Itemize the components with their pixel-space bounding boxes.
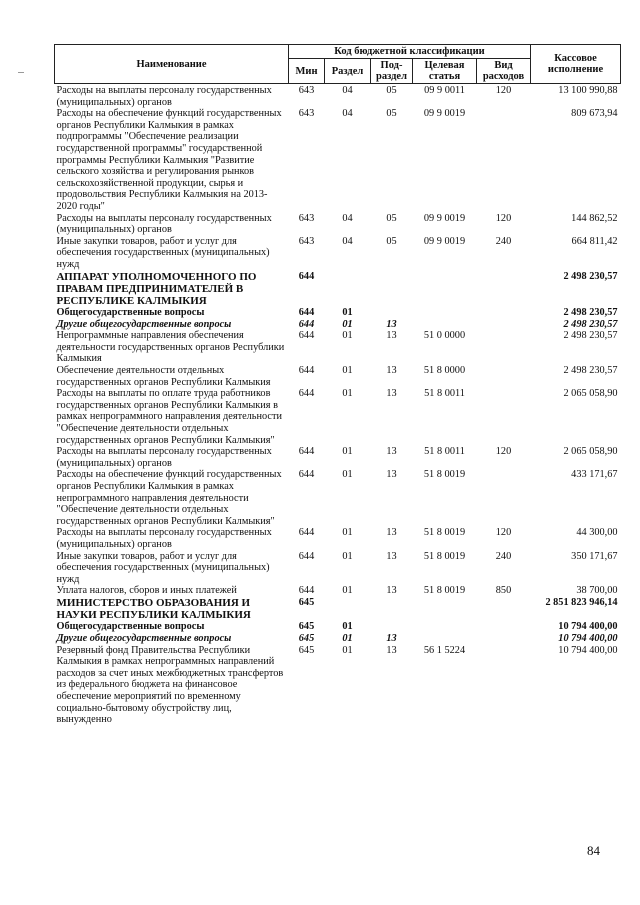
row-kind: 120 [495,85,512,96]
row-section: 01 [342,365,353,377]
row-kind: 240 [495,235,512,247]
row-kind [477,388,531,446]
row-kind [477,307,531,319]
header-cash-execution: Кассовое исполнение [531,45,621,84]
row-min: 644 [298,318,315,330]
row-min: 644 [298,365,315,377]
row-name: Расходы на выплаты персоналу государственных (муниципальных) органов [56,527,272,550]
row-name: Иные закупки товаров, работ и услуг для обеспечения государственных (муниципальных) нужд [56,550,270,585]
row-amount: 2 851 823 946,14 [545,596,618,608]
row-name: Другие общегосударственные вопросы [56,318,232,330]
row-kind: 120 [495,527,512,539]
row-min: 644 [298,585,315,597]
page-number: 84 [587,843,600,858]
row-kind [477,365,531,388]
table-header [55,45,621,84]
row-target [413,307,477,319]
row-amount: 144 862,52 [571,212,618,224]
row-target: 51 8 0000 [423,365,466,377]
header-section: Раздел [325,59,371,84]
row-subsection [371,307,413,319]
row-name: МИНИСТЕРСТВО ОБРАЗОВАНИЯ И НАУКИ РЕСПУБЛИКИ КАЛМЫКИЯ [56,596,251,622]
row-target: 09 9 0019 [423,108,466,120]
row-name: Другие общегосударственные вопросы [56,632,232,644]
row-subsection: 13 [386,388,397,400]
row-min: 643 [298,108,315,120]
row-min: 643 [298,85,315,96]
table-row [55,469,621,527]
row-kind [477,633,531,645]
row-amount: 10 794 400,00 [558,621,618,633]
row-min: 643 [298,212,315,224]
row-target: 09 9 0019 [423,235,466,247]
row-amount: 2 498 230,57 [563,330,618,342]
table-row [55,108,621,212]
row-min: 645 [298,644,315,656]
row-target [413,621,477,633]
table-row [55,330,621,365]
table-row [55,271,621,308]
table-row [55,633,621,645]
row-amount: 2 498 230,57 [563,307,618,319]
row-section: 01 [342,318,353,330]
table-row [55,621,621,633]
row-section: 04 [342,108,353,120]
row-name: Иные закупки товаров, работ и услуг для обеспечения государственных (муниципальных) нужд [56,235,270,270]
table-row [55,388,621,446]
row-kind: 850 [495,585,512,597]
row-amount: 10 794 400,00 [558,644,618,656]
row-min: 644 [298,446,315,458]
row-kind: 120 [495,212,512,224]
row-name: Расходы на обеспечение функций государственных органов Республики Калмыкия в рамках непрограммного направления деятельности "Обеспечение деятельности отдельных государственных органов Республики Калмыкия" [56,469,282,527]
row-min: 644 [298,550,315,562]
row-section: 01 [342,307,353,319]
table-row [55,597,621,621]
table-row [55,84,621,109]
row-subsection: 05 [386,85,397,96]
row-section: 01 [342,585,353,597]
row-name: Общегосударственные вопросы [56,621,205,633]
table-row [55,365,621,388]
row-min: 644 [298,270,315,282]
row-section: 01 [342,527,353,539]
row-subsection: 13 [386,644,397,656]
row-target [413,319,477,331]
row-target: 51 8 0019 [423,550,466,562]
row-min: 645 [298,632,315,644]
table-row [55,551,621,586]
row-subsection: 13 [386,446,397,458]
table-row [55,527,621,550]
row-subsection: 13 [386,318,397,330]
row-target: 09 9 0011 [424,85,465,96]
row-section: 01 [342,330,353,342]
row-min: 645 [298,596,315,608]
row-section: 04 [342,235,353,247]
row-target [413,633,477,645]
row-amount: 2 065 058,90 [563,388,618,400]
row-subsection: 13 [386,330,397,342]
row-section: 01 [342,621,353,633]
header-min: Мин [289,59,325,84]
row-amount: 2 498 230,57 [563,270,618,282]
row-target: 51 8 0019 [423,527,466,539]
header-subsection: Под- раздел [371,59,413,84]
table-row [55,585,621,597]
row-name: Расходы на выплаты персоналу государственных (муниципальных) органов [56,446,272,469]
row-min: 643 [298,235,315,247]
row-target: 51 0 0000 [423,330,466,342]
budget-classification-table [54,44,621,726]
row-name: Расходы на выплаты по оплате труда работников государственных органов Республики Калмыкия в рамках непрограммного направления деятельности "Обеспечение деятельности отдельных государственных органов Республики Калмыкия" [56,388,282,446]
row-kind [477,469,531,527]
row-min: 644 [298,469,315,481]
row-kind [477,330,531,365]
row-name: Резервный фонд Правительства Республики Калмыкия в рамках непрограммных направлений расходов за счет иных межбюджетных трансфертов из федерального бюджета на финансовое обеспечение мероприятий по временному социально-бытовому обустройству лиц, вынужденно [56,644,284,726]
row-amount: 10 794 400,00 [558,632,618,644]
row-kind [477,621,531,633]
row-min: 644 [298,307,315,319]
row-min: 644 [298,330,315,342]
row-subsection [371,621,413,633]
table-body [55,84,621,726]
row-subsection: 05 [386,108,397,120]
table-row [55,645,621,726]
budget-report-page [54,44,620,726]
row-min: 645 [298,621,315,633]
row-amount: 350 171,67 [571,550,618,562]
row-section: 01 [342,446,353,458]
row-amount: 2 498 230,57 [563,318,618,330]
row-subsection: 13 [386,632,397,644]
table-row [55,319,621,331]
row-target: 56 1 5224 [423,644,466,656]
row-kind: 120 [495,446,512,458]
row-target [413,271,477,308]
row-section [325,597,371,621]
row-subsection: 13 [386,469,397,481]
table-row [55,446,621,469]
row-name: Расходы на выплаты персоналу государственных (муниципальных) органов [56,212,272,236]
row-name: Обеспечение деятельности отдельных государственных органов Республики Калмыкия [56,365,271,388]
row-section: 01 [342,469,353,481]
row-subsection: 05 [386,235,397,247]
header-name: Наименование [55,45,289,84]
row-name: Расходы на обеспечение функций государственных органов Республики Калмыкия в рамках подпрограммы "Обеспечение реализации государственной программы" государственной программы Республики Калмыкия "Развитие сельского хозяйства и регулирования рынков сельскохозяйственной продукции, сырья и продовольствия Республики Калмыкия на 2013-2020 годы" [56,108,282,212]
row-section [325,271,371,308]
row-kind [477,271,531,308]
row-name: Общегосударственные вопросы [56,307,205,319]
row-target [413,597,477,621]
row-section: 04 [342,212,353,224]
row-target: 51 8 0011 [424,446,465,458]
row-amount: 809 673,94 [571,108,618,120]
row-amount: 2 498 230,57 [563,365,618,377]
row-kind [477,645,531,726]
row-kind [477,597,531,621]
row-name: Непрограммные направления обеспечения деятельности государственных органов Республики Калмыкия [56,330,285,365]
row-subsection [371,271,413,308]
row-subsection [371,597,413,621]
row-amount: 44 300,00 [576,527,618,539]
header-target: Целевая статья [413,59,477,84]
row-kind [477,319,531,331]
row-subsection: 13 [386,550,397,562]
row-kind: 240 [495,550,512,562]
row-target: 51 8 0011 [424,388,465,400]
row-amount: 38 700,00 [576,585,618,597]
table-row [55,236,621,271]
row-amount: 13 100 990,88 [558,85,618,96]
row-subsection: 13 [386,585,397,597]
row-section: 04 [342,85,353,96]
row-target: 51 8 0019 [423,469,466,481]
row-section: 01 [342,632,353,644]
row-subsection: 05 [386,212,397,224]
table-row [55,213,621,236]
row-min: 644 [298,527,315,539]
row-amount: 2 065 058,90 [563,446,618,458]
table-row [55,307,621,319]
row-min: 644 [298,388,315,400]
row-section: 01 [342,644,353,656]
row-name: АППАРАТ УПОЛНОМОЧЕННОГО ПО ПРАВАМ ПРЕДПРИНИМАТЕЛЕЙ В РЕСПУБЛИКЕ КАЛМЫКИЯ [56,270,257,307]
row-section: 01 [342,388,353,400]
header-classification-code: Код бюджетной классификации [289,45,531,59]
row-name: Уплата налогов, сборов и иных платежей [56,585,237,597]
row-kind [477,108,531,212]
scan-edge-mark [18,72,24,73]
row-name: Расходы на выплаты персоналу государственных (муниципальных) органов [56,85,272,108]
row-section: 01 [342,550,353,562]
row-target: 51 8 0019 [423,585,466,597]
row-target: 09 9 0019 [423,212,466,224]
header-kind: Вид расходов [477,59,531,84]
row-subsection: 13 [386,365,397,377]
row-amount: 664 811,42 [571,235,618,247]
row-subsection: 13 [386,527,397,539]
row-amount: 433 171,67 [571,469,618,481]
